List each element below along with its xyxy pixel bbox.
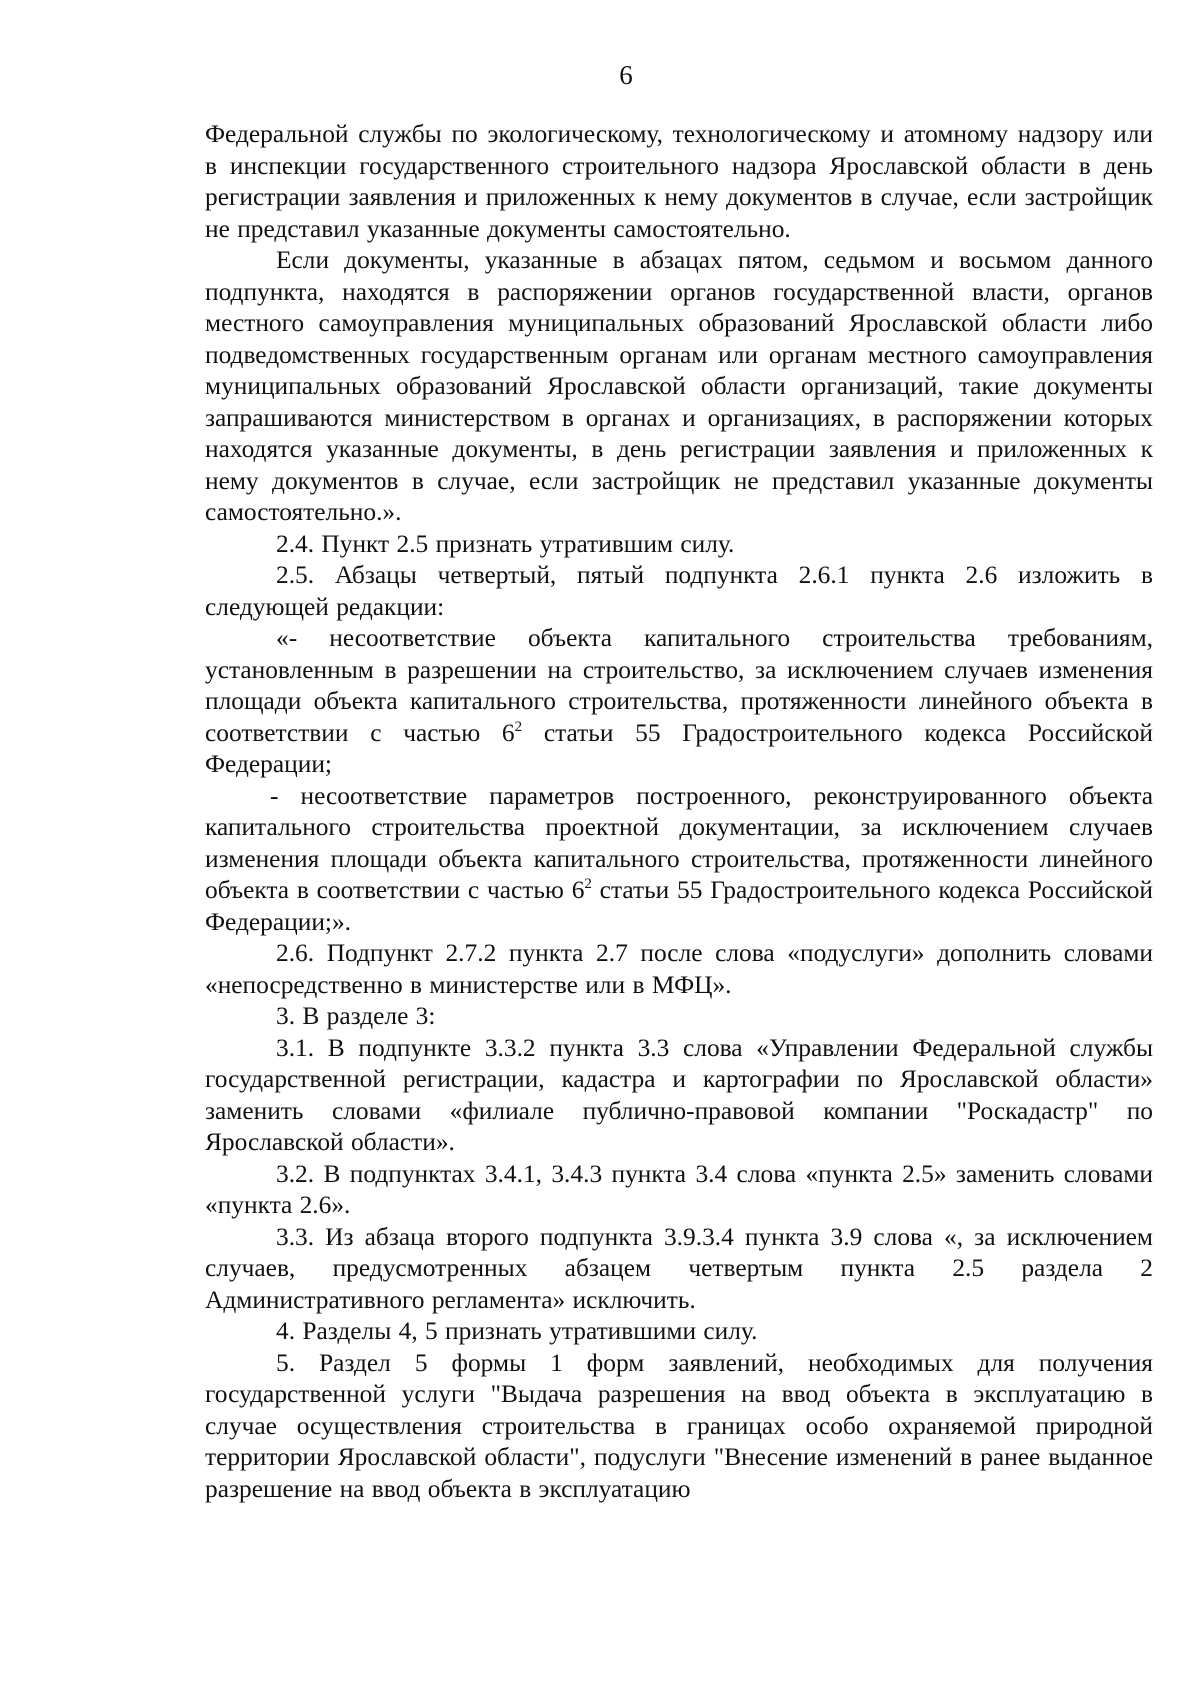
paragraph-continuation: Федеральной службы по экологическому, технологическому и атомному надзору или в инспекции государственного строительного надзора Ярославской области в день регистрации заявления и приложенных к нему документов в случае, если застройщик не представил указанные документы самостоятельно.: [205, 120, 1153, 243]
superscript: 2: [514, 718, 523, 735]
paragraph-2-6: 2.6. Подпункт 2.7.2 пункта 2.7 после слова «подуслуги» дополнить словами «непосредственно в министерстве или в МФЦ».: [205, 939, 1153, 999]
page-number: 6: [619, 60, 633, 90]
paragraph-quote-item-1: «- несоответствие объекта капитального строительства требованиям, установленным в разрешении на строительство, за исключением случаев изменения площади объекта капитального строительства, протяженности линейного объекта в соответствии с частью $6^2$ статьи 55 Градостроительного кодекса Российской Федерации;: [205, 624, 1153, 778]
paragraph-3: 3. В разделе 3:: [276, 1002, 436, 1030]
paragraph-quote-item-2: - несоответствие параметров построенного, реконструированного объекта капитального строительства проектной документации, за исключением случаев изменения площади объекта капитального строительства, протяженности линейного объекта в соответствии с частью $6^2$ статьи 55 Градостроительного кодекса Российской Федерации;».: [205, 781, 1153, 936]
paragraph-3-2: 3.2. В подпунктах 3.4.1, 3.4.3 пункта 3.4 слова «пункта 2.5» заменить словами «пункта 2.6».: [205, 1159, 1153, 1219]
paragraph-documents-request: Если документы, указанные в абзацах пятом, седьмом и восьмом данного подпункта, находятся в распоряжении органов государственной власти, органов местного самоуправления муниципальных образований Ярославской области либо подведомственных государственным органам или органам местного самоуправления муниципальных образований Ярославской области организаций, такие документы запрашиваются министерством в органах и организациях, в распоряжении которых находятся указанные документы, в день регистрации заявления и приложенных к нему документов в случае, если застройщик не представил указанные документы самостоятельно.».: [205, 246, 1153, 526]
paragraph-2-5: 2.5. Абзацы четвертый, пятый подпункта 2.6.1 пункта 2.6 изложить в следующей редакции:: [205, 561, 1153, 621]
paragraph-5: 5. Раздел 5 формы 1 форм заявлений, необходимых для получения государственной услуги "Выдача разрешения на ввод объекта в эксплуатацию в случае осуществления строительства в границах особо охраняемой природной территории Ярославской области", подуслуги "Внесение изменений в ранее выданное разрешение на ввод объекта в эксплуатацию: [205, 1348, 1153, 1503]
superscript: 2: [584, 876, 592, 892]
paragraph-3-3: 3.3. Из абзаца второго подпункта 3.9.3.4 пункта 3.9 слова «, за исключением случаев, предусмотренных абзацем четвертым пункта 2.5 раздела 2 Административного регламента» исключить.: [205, 1222, 1153, 1314]
document-body: [205, 119, 1153, 1505]
paragraph-4: 4. Разделы 4, 5 признать утратившими силу.: [276, 1317, 758, 1345]
paragraph-3-1: 3.1. В подпункте 3.3.2 пункта 3.3 слова «Управлении Федеральной службы государственной регистрации, кадастра и картографии по Ярославской области» заменить словами «филиале публично-правовой компании "Роскадастр" по Ярославской области».: [205, 1033, 1153, 1156]
paragraph-2-4: 2.4. Пункт 2.5 признать утратившим силу.: [276, 529, 735, 558]
